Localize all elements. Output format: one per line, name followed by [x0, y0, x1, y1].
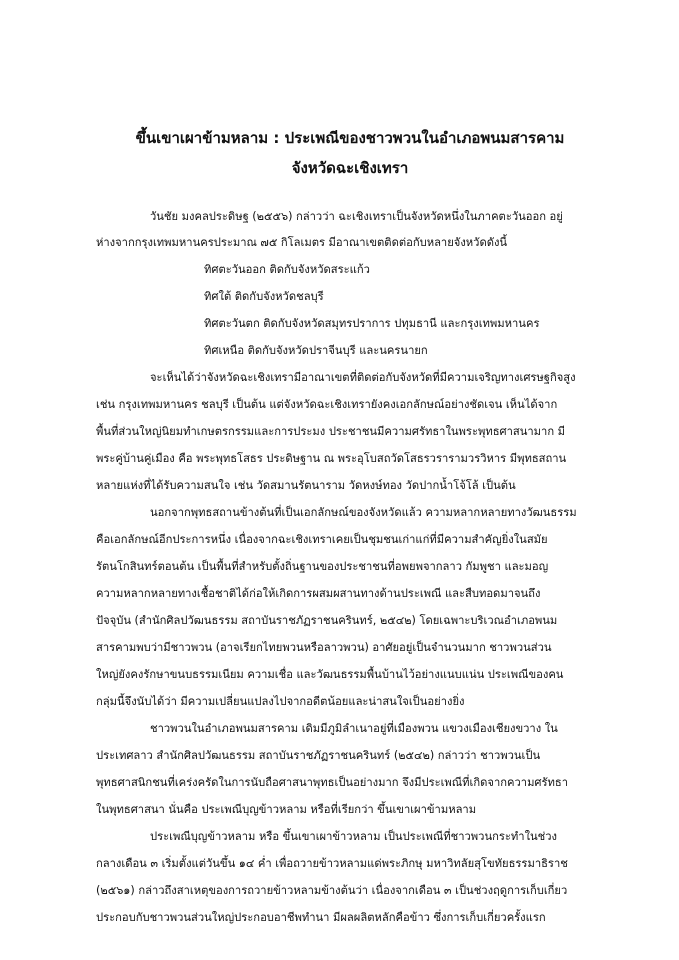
paragraph-4-line-4: ในพุทธศาสนา นั่นคือ ประเพณีบุญข้าวหลาม หรือที่เรียกว่า ขึ้นเขาเผาข้ามหลาม [96, 803, 477, 816]
paragraph-4-line-2: ประเทศลาว สำนักศิลปวัฒนธรรม สถาบันราชภัฏราชนครินทร์ (๒๕๔๒) กล่าวว่า ชาวพวนเป็น [96, 749, 541, 762]
border-west: ทิศตะวันตก ติดกับจังหวัดสมุทรปราการ ปทุมธานี และกรุงเทพมหานคร [204, 317, 540, 330]
paragraph-1-line-2: ห่างจากกรุงเทพมหานครประมาณ ๗๕ กิโลเมตร มีอาณาเขตติดต่อกับหลายจังหวัดดังนี้ [96, 236, 508, 249]
paragraph-3-line-3: รัตนโกสินทร์ตอนต้น เป็นพื้นที่สำหรับตั้งถิ่นฐานของประชาชนที่อพยพจากลาว กัมพูชา และมอญ [96, 560, 549, 573]
paragraph-3-line-1: นอกจากพุทธสถานข้างต้นที่เป็นเอกลักษณ์ของจังหวัดแล้ว ความหลากหลายทางวัฒนธรรม [150, 506, 577, 519]
paragraph-2-line-2: เช่น กรุงเทพมหานคร ชลบุรี เป็นต้น แต่จังหวัดฉะเชิงเทรายังคงเอกลักษณ์อย่างชัดเจน เห็นได้จาก [96, 398, 558, 411]
paragraph-5-line-2: กลางเดือน ๓ เริ่มตั้งแต่วันขึ้น ๑๔ ค่ำ เพื่อถวายข้าวหลามแด่พระภิกษุ มหาวิทลัยสุโขทัยธรรมาธิราช [96, 857, 568, 870]
border-south: ทิศใต้ ติดกับจังหวัดชลบุรี [204, 290, 324, 303]
paragraph-3-line-8: กลุ่มนี้จึงนับได้ว่า มีความเปลี่ยนแปลงไปจากอดีตน้อยและน่าสนใจเป็นอย่างยิ่ง [96, 695, 465, 708]
paragraph-5-line-1: ประเพณีบุญข้าวหลาม หรือ ขึ้นเขาเผาข้าวหลาม เป็นประเพณีที่ชาวพวนกระทำในช่วง [150, 830, 558, 843]
document-title-line-1: ขึ้นเขาเผาข้ามหลาม : ประเพณีของชาวพวนในอำเภอพนมสารคาม [135, 129, 565, 147]
border-north: ทิศเหนือ ติดกับจังหวัดปราจีนบุรี และนครนายก [204, 344, 428, 357]
paragraph-2-line-5: หลายแห่งที่ได้รับความสนใจ เช่น วัดสมานรัตนาราม วัดหงษ์ทอง วัดปากน้ำโจ้โล้ เป็นต้น [96, 479, 516, 492]
paragraph-3-line-4: ความหลากหลายทางเชื้อชาติได้ก่อให้เกิดการผสมผสานทางด้านประเพณี และสืบทอดมาจนถึง [96, 587, 541, 600]
document-title-line-2: จังหวัดฉะเชิงเทรา [291, 159, 409, 177]
border-east: ทิศตะวันออก ติดกับจังหวัดสระแก้ว [204, 263, 370, 276]
paragraph-1-line-1: วันชัย มงคลประดิษฐ (๒๕๕๖) กล่าวว่า ฉะเชิงเทราเป็นจังหวัดหนึ่งในภาคตะวันออก อยู่ [150, 210, 563, 223]
paragraph-3-line-5: ปัจจุบัน (สำนักศิลปวัฒนธรรม สถาบันราชภัฏราชนครินทร์, ๒๕๔๒) โดยเฉพาะบริเวณอำเภอพนม [96, 614, 558, 627]
paragraph-5-line-3: (๒๕๖๑) กล่าวถึงสาเหตุของการถวายข้าวหลามข้างต้นว่า เนื่องจากเดือน ๓ เป็นช่วงฤดูการเก็บเกี่ยว [96, 884, 568, 897]
paragraph-4-line-3: พุทธศาสนิกชนที่เคร่งครัดในการนับถือศาสนาพุทธเป็นอย่างมาก จึงมีประเพณีที่เกิดจากความศรัทธา [96, 776, 569, 789]
paragraph-3-line-7: ใหญ่ยังคงรักษาขนบธรรมเนียม ความเชื่อ และวัฒนธรรมพื้นบ้านไว้อย่างแนบแน่น ประเพณีของคน [96, 668, 564, 681]
paragraph-2-line-4: พระคู่บ้านคู่เมือง คือ พระพุทธโสธร ประดิษฐาน ณ พระอุโบสถวัดโสธรวรารามวรวิหาร มีพุทธสถาน [96, 452, 567, 465]
paragraph-3-line-6: สารคามพบว่ามีชาวพวน (อาจเรียกไทยพวนหรือลาวพวน) อาศัยอยู่เป็นจำนวนมาก ชาวพวนส่วน [96, 641, 552, 654]
paragraph-4-line-1: ชาวพวนในอำเภอพนมสารคาม เดิมมีภูมิลำเนาอยู่ที่เมืองพวน แขวงเมืองเชียงขวาง ใน [150, 722, 558, 735]
paragraph-2-line-3: พื้นที่ส่วนใหญ่นิยมทำเกษตรกรรมและการประมง ประชาชนมีความศรัทธาในพระพุทธศาสนามาก มี [96, 425, 566, 438]
paragraph-2-line-1: จะเห็นได้ว่าจังหวัดฉะเชิงเทรามีอาณาเขตที่ติดต่อกับจังหวัดที่มีความเจริญทางเศรษฐกิจสูง [150, 371, 576, 384]
paragraph-3-line-2: คือเอกลักษณ์อีกประการหนึ่ง เนื่องจากฉะเชิงเทราเคยเป็นชุมชนเก่าแก่ที่มีความสำคัญยิ่งในสมัย [96, 533, 548, 546]
paragraph-5-line-4: ประกอบกับชาวพวนส่วนใหญ่ประกอบอาชีพทำนา มีผลผลิตหลักคือข้าว ซึ่งการเก็บเกี่ยวครั้งแรก [96, 911, 546, 924]
